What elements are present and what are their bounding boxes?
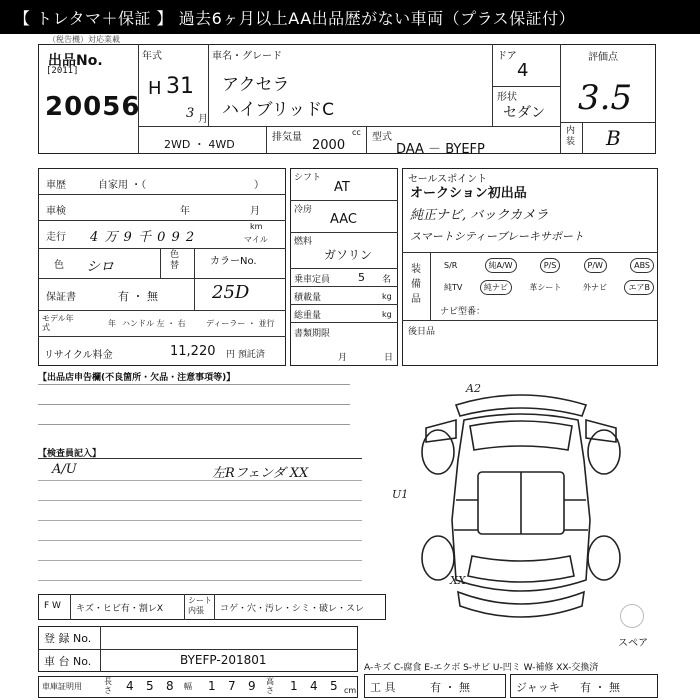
equip-navi: 純ナビ bbox=[480, 280, 512, 295]
mileage-value: 4 万 9 千 0 9 2 bbox=[90, 230, 196, 245]
seat-text: コゲ・穴・汚レ・シミ・破レ・スレ bbox=[220, 604, 365, 614]
vehicle-grade: ハイブリッドC bbox=[222, 100, 334, 120]
model-year-era: H bbox=[148, 78, 162, 99]
load-label: 積載量 bbox=[294, 293, 322, 303]
rear-bumper bbox=[458, 592, 584, 617]
recycle-value: 11,220 bbox=[170, 344, 216, 359]
load-unit: kg bbox=[382, 292, 392, 301]
equip-tv: 純TV bbox=[444, 283, 463, 292]
dimensions-unit: cm bbox=[344, 686, 357, 695]
color-change-label: 色替 bbox=[170, 250, 180, 271]
rear-right-wheel bbox=[588, 536, 620, 580]
width-label: 幅 bbox=[184, 682, 192, 691]
color-no-label: カラーNo. bbox=[210, 256, 257, 267]
usage-close: ） bbox=[254, 180, 264, 191]
seat-label: シート内張 bbox=[188, 596, 212, 615]
inspector-note-2: 左Rフェンダ XX bbox=[212, 466, 309, 481]
recycle-label: リサイクル料金 bbox=[44, 350, 113, 361]
equip-ext-navi: 外ナビ bbox=[582, 283, 607, 292]
height-d1: 1 bbox=[290, 679, 298, 693]
length-label: 長さ bbox=[104, 677, 112, 695]
length-d2: 5 bbox=[146, 679, 154, 693]
spare-label: スペア bbox=[618, 638, 648, 649]
tools-label: 工 具 bbox=[370, 681, 396, 694]
shift-value: AT bbox=[334, 180, 350, 195]
recycle-unit: 円 預託済 bbox=[226, 350, 265, 360]
car-damage-diagram bbox=[386, 380, 656, 630]
capacity-value: 5 bbox=[358, 271, 365, 284]
mileage-label: 走行 bbox=[46, 232, 66, 243]
height-d2: 4 bbox=[310, 679, 318, 693]
header-banner bbox=[0, 0, 700, 34]
lot-year-tag: [2011] bbox=[46, 66, 79, 76]
lot-number: 20056 bbox=[45, 92, 141, 122]
mileage-unit-mile: マイル bbox=[244, 235, 268, 244]
model-code-value: DAA － BYEFP bbox=[396, 142, 485, 157]
model-row-year: 年 bbox=[108, 319, 116, 328]
score-label: 評価点 bbox=[588, 52, 618, 63]
fuel-label: 燃料 bbox=[294, 237, 313, 247]
body-type-label: 形状 bbox=[497, 92, 517, 103]
warranty-label: 保証書 bbox=[46, 292, 76, 303]
inspector-note-1: A/U bbox=[52, 462, 77, 477]
width-d2: 7 bbox=[228, 679, 236, 693]
chassis-label: 車 台 No. bbox=[44, 655, 92, 668]
tools-value: 有 ・ 無 bbox=[430, 681, 470, 694]
chassis-value: BYEFP-201801 bbox=[180, 653, 267, 667]
width-d1: 1 bbox=[208, 679, 216, 693]
model-year-month: 3 bbox=[186, 106, 195, 121]
warranty-value: 有 ・ 無 bbox=[118, 290, 158, 303]
capacity-label: 乗車定員 bbox=[294, 275, 331, 285]
doors-value: 4 bbox=[517, 60, 529, 81]
aircon-value: AAC bbox=[330, 212, 357, 227]
diagram-mark-bottom: XX bbox=[450, 574, 466, 587]
equip-abs: ABS bbox=[630, 258, 654, 273]
equipment-label: 装備品 bbox=[411, 264, 421, 305]
fw-text: キズ・ヒビ有・割レX bbox=[76, 604, 163, 614]
front-right-wheel bbox=[588, 430, 620, 474]
registration-label: 登 録 No. bbox=[44, 632, 92, 645]
width-d3: 9 bbox=[248, 679, 256, 693]
sales-points-label: セールスポイント bbox=[408, 174, 488, 185]
equip-ps: P/S bbox=[540, 258, 561, 273]
trunk bbox=[468, 556, 574, 582]
vehicle-name: アクセラ bbox=[222, 75, 290, 95]
model-row-handle: ハンドル 左 ・ 右 bbox=[122, 319, 186, 328]
inspection-year: 年 bbox=[180, 206, 190, 217]
interior-label: 内装 bbox=[566, 126, 576, 147]
shift-label: シフト bbox=[294, 173, 322, 183]
inspector-label: 【検査員記入】 bbox=[38, 449, 102, 459]
equipment-row-2 bbox=[440, 280, 654, 295]
height-d3: 5 bbox=[330, 679, 338, 693]
height-label: 高さ bbox=[266, 677, 274, 695]
equip-leather: 革シート bbox=[529, 283, 562, 292]
equip-airbag: エアB bbox=[624, 280, 654, 295]
equip-pw: P/W bbox=[584, 258, 607, 273]
notes-label: 後日品 bbox=[408, 327, 436, 337]
drive-value: 2WD ・ 4WD bbox=[164, 138, 235, 151]
sales-point-3: スマートシティーブレーキサポート bbox=[410, 230, 584, 243]
displacement-label: 排気量 bbox=[272, 132, 302, 143]
displacement-value: 2000 bbox=[312, 138, 346, 153]
diagram-mark-side: U1 bbox=[392, 488, 409, 501]
lot-label: 出品No. bbox=[48, 53, 103, 69]
spare-tire-icon bbox=[620, 604, 644, 628]
seller-declaration-label: 【出品店申告欄(不良箇所・欠品・注意事項等)】 bbox=[38, 373, 236, 383]
color-value: シロ bbox=[86, 259, 114, 275]
score-value: 3.5 bbox=[578, 78, 633, 118]
body-type-value: セダン bbox=[503, 105, 546, 121]
inspection-month: 月 bbox=[250, 206, 260, 217]
sales-point-2: 純正ナビ, バックカメラ bbox=[410, 208, 549, 223]
navi-model-label: ナビ型番： bbox=[440, 307, 486, 317]
color-label: 色 bbox=[54, 260, 64, 271]
usage-value: 自家用 ・（ bbox=[98, 180, 147, 191]
length-d3: 8 bbox=[166, 679, 174, 693]
front-left-wheel bbox=[422, 430, 454, 474]
hood bbox=[470, 421, 572, 450]
sales-point-1: オークション初出品 bbox=[410, 186, 527, 201]
equipment-row-1 bbox=[440, 258, 654, 273]
usage-label: 車歴 bbox=[46, 180, 66, 191]
model-year-value: 31 bbox=[166, 74, 194, 99]
docs-period-label: 書類期限 bbox=[294, 329, 331, 339]
model-row-dealer: ディーラー ・ 並行 bbox=[206, 319, 275, 328]
mileage-unit-km: km bbox=[250, 222, 263, 231]
interior-value: B bbox=[606, 126, 621, 150]
length-d1: 4 bbox=[126, 679, 134, 693]
aircon-label: 冷房 bbox=[294, 205, 313, 215]
model-row-label: モデル年式 bbox=[42, 314, 74, 332]
fw-label: F W bbox=[44, 601, 61, 611]
displacement-unit: cc bbox=[352, 128, 361, 137]
doors-label: ドア bbox=[497, 51, 517, 62]
docs-period-day: 日 bbox=[384, 353, 394, 363]
model-code-label: 型式 bbox=[372, 132, 392, 143]
inspection-label: 車検 bbox=[46, 206, 66, 217]
vehicle-label: 車名・グレード bbox=[212, 51, 282, 62]
damage-legend: A-キズ C-腐食 E-エクボ S-サビ U-凹ミ W-補修 XX-交換済 bbox=[364, 663, 599, 673]
model-year-month-unit: 月 bbox=[198, 114, 208, 125]
diagram-mark-top: A2 bbox=[466, 382, 481, 395]
docs-period-month: 月 bbox=[338, 353, 348, 363]
color-no-value: 25D bbox=[212, 282, 250, 303]
equip-sr: S/R bbox=[444, 261, 458, 270]
gross-weight-label: 総重量 bbox=[294, 311, 322, 321]
front-bumper bbox=[456, 395, 586, 416]
model-year-label: 年式 bbox=[142, 51, 162, 62]
fuel-value: ガソリン bbox=[324, 248, 373, 262]
equip-aw: 純A/W bbox=[485, 258, 517, 273]
dimensions-label: 車庫証明用 bbox=[42, 682, 82, 691]
gross-weight-unit: kg bbox=[382, 310, 392, 319]
jack-label: ジャッキ bbox=[516, 681, 560, 694]
sub-header-text: （税告機）対応業載 bbox=[48, 35, 120, 44]
capacity-unit: 名 bbox=[382, 275, 392, 285]
jack-value: 有 ・ 無 bbox=[580, 681, 620, 694]
banner-text: 【 トレタマ＋保証 】 過去6ヶ月以上AA出品歴がない車両（プラス保証付） bbox=[14, 9, 576, 28]
